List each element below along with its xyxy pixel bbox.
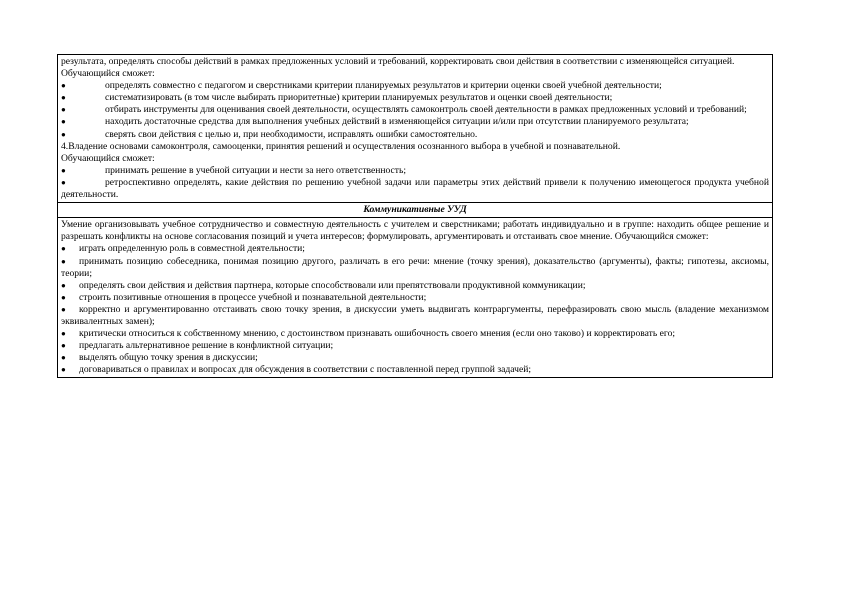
bullet-icon: ● — [61, 105, 66, 115]
bullet-icon: ● — [61, 304, 66, 314]
communicative-cell — [58, 218, 773, 378]
bullet-icon: ● — [61, 165, 66, 175]
list-item: ● корректно и аргументированно отстаивать свою точку зрения, в дискуссии уметь выдвигать контраргументы, перефразировать свою мысль (владение механизмом эквивалентных замен); — [61, 303, 769, 327]
paragraph-intro: результата, определять способы действий в рамках предложенных условий и требований, корректировать свои действия в соответствии с изменяющейся ситуацией. — [61, 56, 735, 67]
bullet-icon: ● — [61, 341, 66, 351]
list-item: ● определять совместно с педагогом и сверстниками критерии планируемых результатов и критерии оценки своей учебной деятельности; — [61, 80, 662, 92]
bullet-icon: ● — [61, 353, 66, 363]
uud-table — [57, 54, 773, 378]
list-item: ● предлагать альтернативное решение в конфликтной ситуации; — [61, 340, 334, 352]
list-item: ● находить достаточные средства для выполнения учебных действий в изменяющейся ситуации и/или при отсутствии планируемого результата; — [61, 116, 689, 128]
paragraph-item-4: 4.Владение основами самоконтроля, самооценки, принятия решений и осуществления осознанного выбора в учебной и познавательной. — [61, 140, 621, 152]
bullet-icon: ● — [61, 117, 66, 127]
bullet-icon: ● — [61, 93, 66, 103]
bullet-icon: ● — [61, 81, 66, 91]
list-item: ● критически относиться к собственному мнению, с достоинством признавать ошибочность своего мнения (если оно таково) и корректировать его; — [61, 328, 676, 340]
regulatory-row — [58, 55, 773, 203]
able-label: Обучающийся сможет: — [61, 152, 155, 164]
bullet-icon: ● — [61, 280, 66, 290]
list-item: ● выделять общую точку зрения в дискуссии; — [61, 352, 258, 364]
list-item: ● систематизировать (в том числе выбирать приоритетные) критерии планируемых результатов и оценки своей деятельности; — [61, 92, 613, 104]
list-item: ● играть определенную роль в совместной деятельности; — [61, 243, 305, 255]
list-item: ● ретроспективно определять, какие действия по решению учебной задачи или параметры этих действий привели к получению имеющегося продукта учебной деятельности. — [61, 176, 769, 201]
list-item: ● строить позитивные отношения в процессе учебной и познавательной деятельности; — [61, 291, 427, 303]
list-item: ● отбирать инструменты для оценивания своей деятельности, осуществлять самоконтроль своей деятельности в рамках предложенных условий и требований; — [61, 104, 747, 116]
list-item: ● определять свои действия и действия партнера, которые способствовали или препятствовали продуктивной коммуникации; — [61, 279, 586, 291]
bullet-icon: ● — [61, 292, 66, 302]
bullet-icon: ● — [61, 256, 66, 266]
able-label: Обучающийся сможет: — [61, 68, 155, 80]
communicative-row — [58, 218, 773, 378]
bullet-icon: ● — [61, 329, 66, 339]
bullet-icon: ● — [61, 129, 66, 139]
list-item: ● сверять свои действия с целью и, при необходимости, исправлять ошибки самостоятельно. — [61, 128, 478, 140]
bullet-icon: ● — [61, 244, 66, 254]
section-title: Коммуникативные УУД — [58, 203, 773, 218]
list-item: ● договариваться о правилах и вопросах для обсуждения в соответствии с поставленной перед группой задачей; — [61, 364, 532, 376]
bullet-icon: ● — [61, 365, 66, 375]
bullet-icon: ● — [61, 177, 66, 187]
list-item: ● принимать позицию собеседника, понимая позицию другого, различать в его речи: мнение (точку зрения), доказательство (аргументы), факты; гипотезы, аксиомы, теории; — [61, 255, 769, 279]
list-item: ● принимать решение в учебной ситуации и нести за него ответственность; — [61, 164, 407, 176]
section-header-row — [58, 203, 773, 218]
regulatory-cell — [58, 55, 773, 203]
paragraph-intro: Умение организовывать учебное сотрудничество и совместную деятельность с учителем и сверстниками; работать индивидуально и в группе: находить общее решение и разрешать конфликты на основе согласования позиций и учета интересов; формулировать, аргументировать и отстаивать свое мнение. Обучающийся сможет: — [61, 219, 769, 243]
